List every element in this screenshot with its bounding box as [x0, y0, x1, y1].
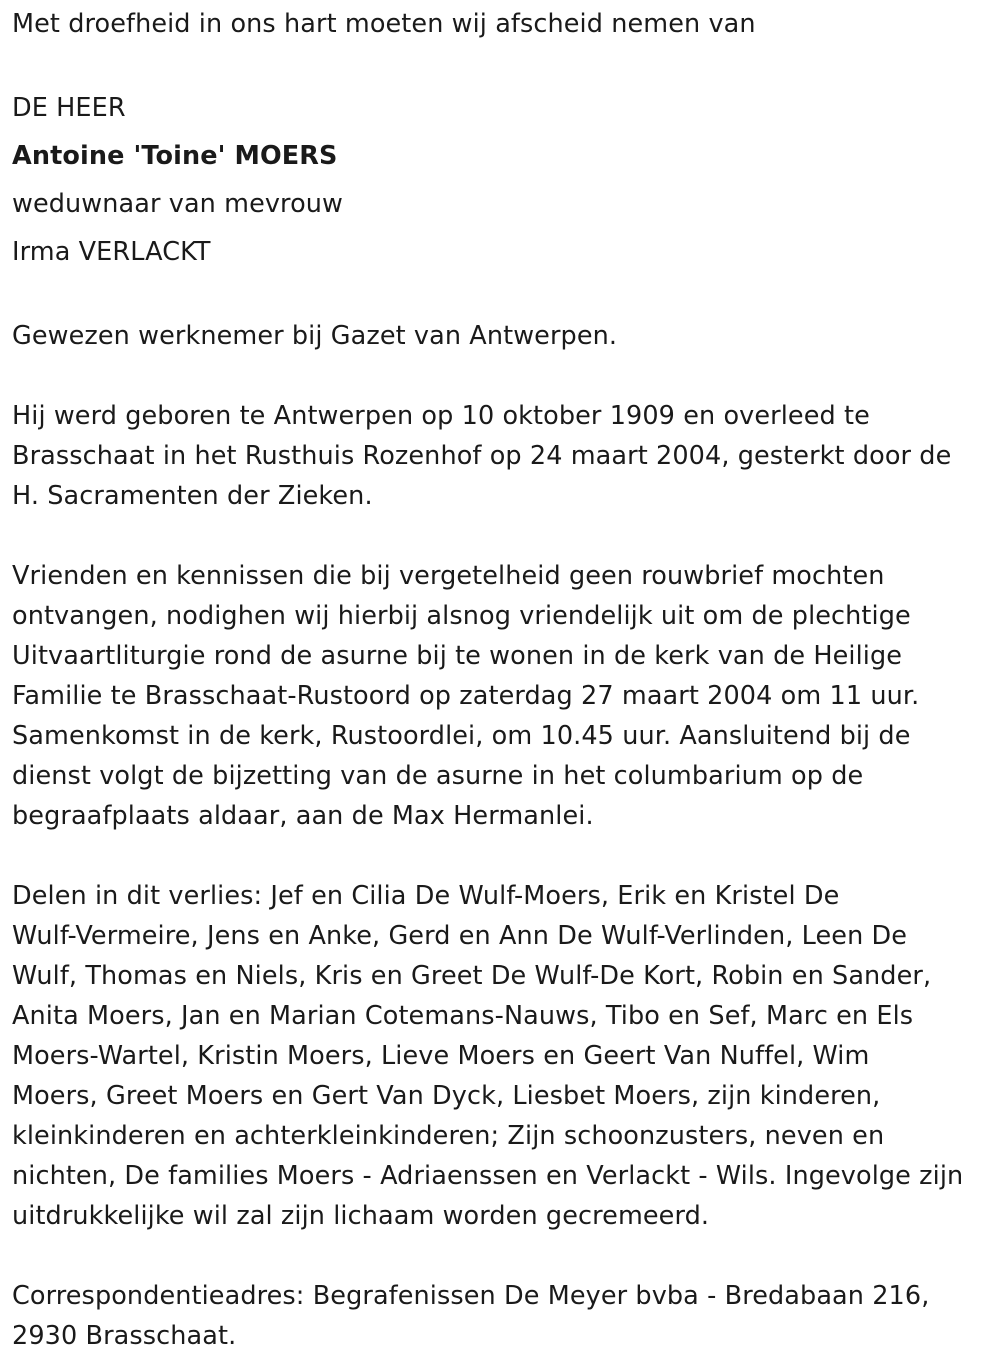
paragraph-line: Hij werd geboren te Antwerpen op 10 oktober 1909 en overleed te: [12, 401, 870, 431]
paragraph-line: Moers-Wartel, Kristin Moers, Lieve Moers en Geert Van Nuffel, Wim: [12, 1041, 870, 1071]
spacer: [12, 356, 992, 396]
obituary-document: [12, 4, 992, 1356]
spacer: [12, 516, 992, 556]
spouse-name: Irma VERLACKT: [12, 237, 211, 267]
deceased-name: Antoine 'Toine' MOERS: [12, 141, 338, 171]
occupation-text: [12, 316, 992, 356]
address-paragraph: [12, 1276, 992, 1356]
paragraph-line: nichten, De families Moers - Adriaenssen en Verlackt - Wils. Ingevolge zijn: [12, 1161, 964, 1191]
spacer: [12, 1236, 992, 1276]
paragraph-line: ontvangen, nodighen wij hierbij alsnog vriendelijk uit om de plechtige: [12, 601, 911, 631]
widower-label: weduwnaar van mevrouw: [12, 189, 343, 219]
paragraph-line: Vrienden en kennissen die bij vergetelheid geen rouwbrief mochten: [12, 561, 885, 591]
intro-line: Met droefheid in ons hart moeten wij afscheid nemen van: [12, 9, 756, 39]
paragraph-line: begraafplaats aldaar, aan de Max Hermanlei.: [12, 801, 594, 831]
spacer: [12, 44, 992, 84]
paragraph-line: H. Sacramenten der Zieken.: [12, 481, 373, 511]
intro-text: [12, 4, 992, 44]
paragraph-line: Uitvaartliturgie rond de asurne bij te wonen in de kerk van de Heilige: [12, 641, 903, 671]
paragraph-line: Wulf, Thomas en Niels, Kris en Greet De Wulf-De Kort, Robin en Sander,: [12, 961, 932, 991]
paragraph-line: Wulf-Vermeire, Jens en Anke, Gerd en Ann De Wulf-Verlinden, Leen De: [12, 921, 908, 951]
occupation-line: Gewezen werknemer bij Gazet van Antwerpen.: [12, 321, 618, 351]
deceased-block: [12, 84, 992, 276]
birth-death-paragraph: [12, 396, 992, 516]
honorific: DE HEER: [12, 93, 126, 123]
paragraph-line: Correspondentieadres: Begrafenissen De Meyer bvba - Bredabaan 216,: [12, 1281, 930, 1311]
paragraph-line: kleinkinderen en achterkleinkinderen; Zijn schoonzusters, neven en: [12, 1121, 885, 1151]
paragraph-line: Samenkomst in de kerk, Rustoordlei, om 10.45 uur. Aansluitend bij de: [12, 721, 911, 751]
paragraph-line: 2930 Brasschaat.: [12, 1321, 237, 1351]
spacer: [12, 836, 992, 876]
paragraph-line: uitdrukkelijke wil zal zijn lichaam worden gecremeerd.: [12, 1201, 710, 1231]
spacer: [12, 276, 992, 316]
paragraph-line: Brasschaat in het Rusthuis Rozenhof op 24 maart 2004, gesterkt door de: [12, 441, 952, 471]
paragraph-line: Familie te Brasschaat-Rustoord op zaterdag 27 maart 2004 om 11 uur.: [12, 681, 920, 711]
paragraph-line: Anita Moers, Jan en Marian Cotemans-Nauws, Tibo en Sef, Marc en Els: [12, 1001, 914, 1031]
paragraph-line: Delen in dit verlies: Jef en Cilia De Wulf-Moers, Erik en Kristel De: [12, 881, 840, 911]
paragraph-line: dienst volgt de bijzetting van de asurne in het columbarium op de: [12, 761, 864, 791]
ceremony-paragraph: [12, 556, 992, 836]
mourners-paragraph: [12, 876, 992, 1236]
paragraph-line: Moers, Greet Moers en Gert Van Dyck, Liesbet Moers, zijn kinderen,: [12, 1081, 881, 1111]
